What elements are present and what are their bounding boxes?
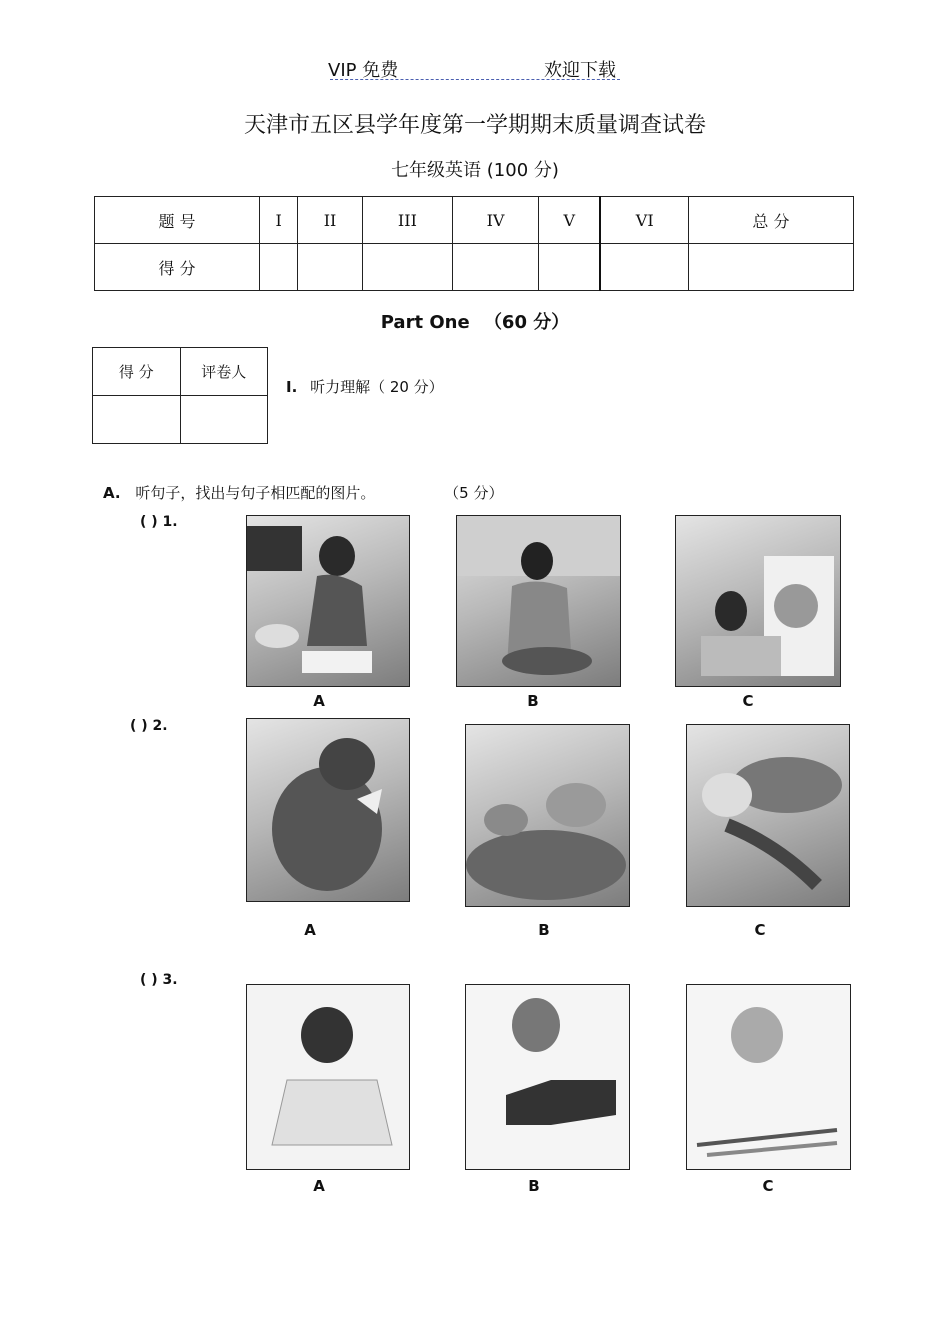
grader-name-label: 评卷人 [180,348,268,396]
photo-woman-cooking [456,515,621,687]
header-banner [328,56,620,82]
part-label: Part One [380,312,470,333]
section-a-points: （5 分） [444,484,504,502]
photo-lion-cubs-playing [465,724,630,907]
grader-score-label: 得 分 [93,348,181,396]
score-blank[interactable] [688,244,853,291]
score-cell: III [362,197,452,244]
score-blank[interactable] [539,244,601,291]
section-1-heading [286,376,444,397]
part-points: （60 分） [483,312,570,333]
section-1-text: 听力理解（ 20 分） [310,378,444,396]
header-right-text: 欢迎下载 [544,60,616,81]
score-blank[interactable] [600,244,688,291]
q3-option-a-label: A [313,1177,325,1195]
photo-monkey-eating [246,718,410,902]
score-blank[interactable] [298,244,362,291]
score-cell: IV [453,197,539,244]
photo-cat-with-mouse [686,724,850,907]
section-a-text: 听句子，找出与句子相匹配的图片。 [135,484,376,502]
question-2-number[interactable]: ( ) 2. [130,718,168,734]
score-row-label: 得 分 [95,244,260,291]
section-a-number: A. [103,484,121,502]
q1-option-b-label: B [527,692,539,710]
score-blank[interactable] [362,244,452,291]
q2-option-b-label: B [538,921,550,939]
q3-option-b-label: B [528,1177,540,1195]
section-1-number: I. [286,378,298,396]
question-1-number[interactable]: ( ) 1. [140,514,178,530]
score-blank[interactable] [453,244,539,291]
score-table [94,196,854,291]
photo-girl-drawing [686,984,851,1170]
page-subtitle: 七年级英语 (100 分) [391,160,559,181]
photo-girl-reading-book [465,984,630,1170]
score-table-score-row [95,244,854,291]
header-underline [330,79,620,80]
grader-table [92,347,268,444]
question-3-number[interactable]: ( ) 3. [140,972,178,988]
page-title: 天津市五区县学年度第一学期期末质量调查试卷 [243,113,706,138]
score-cell: II [298,197,362,244]
q2-option-c-label: C [754,921,766,939]
score-cell: I [259,197,297,244]
section-a-heading [103,482,503,503]
photo-woman-folding-laundry [246,515,410,687]
score-table-header-row [95,197,854,244]
photo-woman-washing-clothes [675,515,841,687]
score-cell: VI [600,197,688,244]
q1-option-c-label: C [742,692,754,710]
grader-name-blank[interactable] [180,396,268,444]
photo-girl-with-headphones-laptop [246,984,410,1170]
q2-option-a-label: A [304,921,316,939]
grader-score-blank[interactable] [93,396,181,444]
q1-option-a-label: A [313,692,325,710]
score-cell: V [539,197,601,244]
score-cell: 题 号 [95,197,260,244]
part-heading [0,308,950,334]
score-cell: 总 分 [688,197,853,244]
score-blank[interactable] [259,244,297,291]
q3-option-c-label: C [762,1177,774,1195]
header-left-text: VIP 免费 [328,60,399,81]
